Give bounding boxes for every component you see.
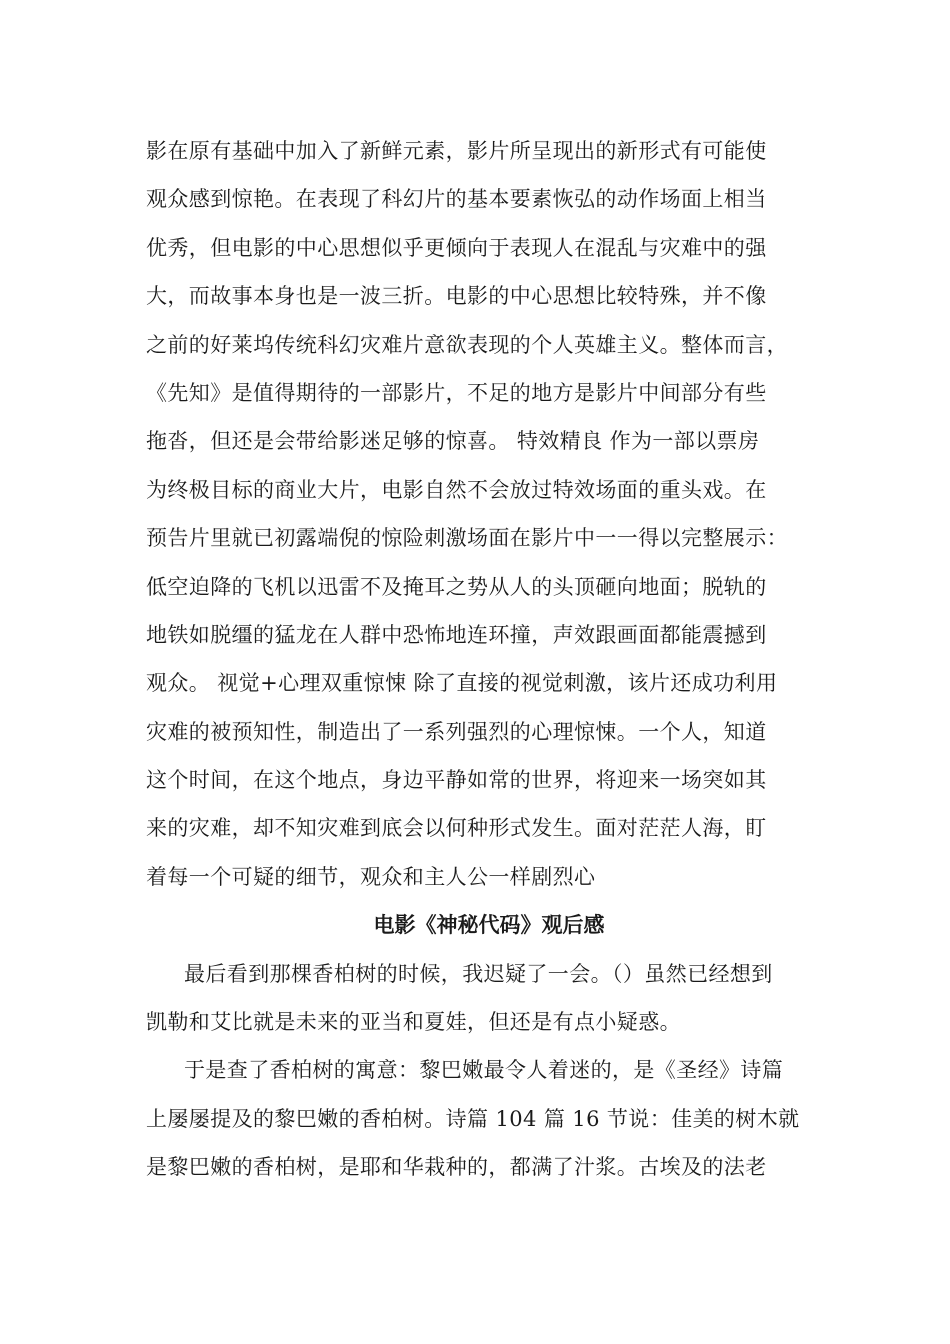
document-body [146,127,806,1192]
text-line: 为终极目标的商业大片，电影自然不会放过特效场面的重头戏。在 [146,477,767,502]
text-line: 影在原有基础中加入了新鲜元素，影片所呈现出的新形式有可能使 [146,139,767,163]
text-line: 着每一个可疑的细节，观众和主人公一样剧烈心 [146,864,596,889]
section-title: 电影《神秘代码》观后感 [373,912,605,938]
text-line: 地铁如脱缰的猛龙在人群中恐怖地连环撞，声效跟画面都能震撼到 [146,622,767,647]
text-line: 《先知》是值得期待的一部影片，不足的地方是影片中间部分有些 [146,380,767,405]
text-line: 这个时间，在这个地点，身边平静如常的世界，将迎来一场突如其 [146,768,767,793]
text-line: 是黎巴嫩的香柏树，是耶和华栽种的，都满了汁浆。古埃及的法老 [146,1155,767,1180]
paragraph-first-line: 于是查了香柏树的寓意：黎巴嫩最令人着迷的，是《圣经》诗篇 [184,1058,784,1083]
text-line: 低空迫降的飞机以迅雷不及掩耳之势从人的头顶砸向地面；脱轨的 [146,574,767,599]
text-line: 来的灾难，却不知灾难到底会以何种形式发生。面对茫茫人海，盯 [146,816,767,841]
text-line: 凯勒和艾比就是未来的亚当和夏娃，但还是有点小疑惑。 [146,1010,681,1035]
text-line: 大，而故事本身也是一波三折。电影的中心思想比较特殊，并不像 [146,284,767,309]
text-line: 观众。 视觉+心理双重惊悚 除了直接的视觉刺激，该片还成功利用 [146,671,778,696]
text-line: 灾难的被预知性，制造出了一系列强烈的心理惊悚。一个人，知道 [146,719,767,744]
text-line: 拖沓，但还是会带给影迷足够的惊喜。 特效精良 作为一部以票房 [146,429,760,454]
text-line: 优秀，但电影的中心思想似乎更倾向于表现人在混乱与灾难中的强 [146,235,767,260]
paragraph-first-line: 最后看到那棵香柏树的时候，我迟疑了一会。（）虽然已经想到 [184,961,773,986]
text-line: 之前的好莱坞传统科幻灾难片意欲表现的个人英雄主义。整体而言， [146,332,788,357]
text-line: 上屡屡提及的黎巴嫩的香柏树。诗篇 104 篇 16 节说：佳美的树木就 [146,1106,800,1131]
text-line: 观众感到惊艳。在表现了科幻片的基本要素恢弘的动作场面上相当 [146,187,767,212]
text-line: 预告片里就已初露端倪的惊险刺激场面在影片中一一得以完整展示： [146,526,788,551]
